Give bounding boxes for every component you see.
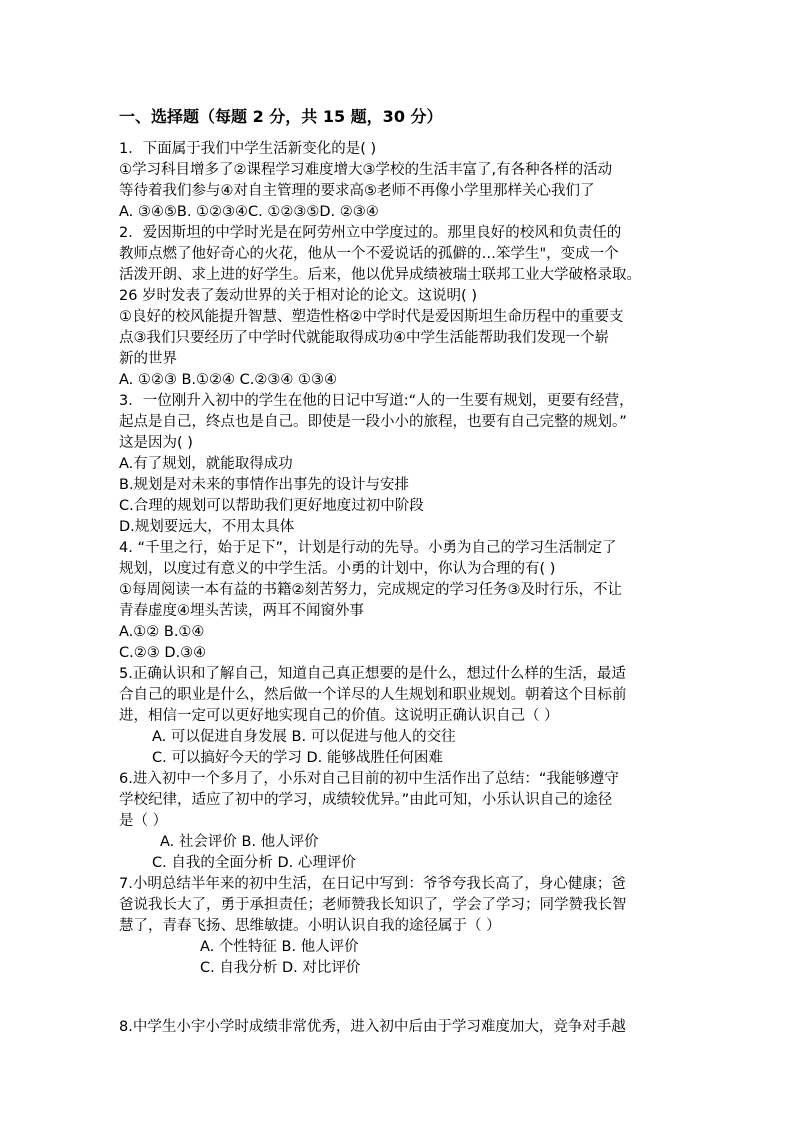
question-6-options: A. 社会评价 B. 他人评价 [160, 834, 319, 850]
question-5-options: C. 可以搞好今天的学习 D. 能够战胜任何困难 [152, 750, 443, 766]
question-4-text: 规划，以度过有意义的中学生活。小勇的计划中，你认为合理的有( ) [119, 561, 556, 577]
question-3-text: 起点是自己，终点也是自己。即使是一段小小的旅程，也要有自己完整的规划。” [119, 414, 627, 430]
question-5-options: A. 可以促进自身发展 B. 可以促进与他人的交往 [152, 729, 456, 745]
question-3-text: 这是因为( ) [119, 435, 193, 451]
question-7-options: A. 个性特征 B. 他人评价 [200, 939, 359, 955]
question-2-stem: 2．爱因斯坦的中学时光是在阿劳州立中学度过的。那里良好的校风和负责任的 [119, 225, 622, 241]
question-2-text: 活泼开朗、求上进的好学生。后来，他以优异成绩被瑞士联邦工业大学破格录取。 [119, 267, 641, 283]
question-4-text: ①每周阅读一本有益的书籍②刻苦努力，完成规定的学习任务③及时行乐，不让 [119, 582, 622, 598]
question-6-text: 是（ ） [119, 813, 168, 829]
question-5-text: 合自己的职业是什么，然后做一个详尽的人生规划和职业规划。朝着这个目标前 [119, 687, 627, 703]
question-1-text: ①学习科目增多了②课程学习难度增大③学校的生活丰富了,有各种各样的活动 [119, 162, 613, 178]
question-4-options: A.①② B.①④ [119, 624, 205, 640]
question-7-stem: 7.小明总结半年来的初中生活，在日记中写到：爷爷夸我长高了，身心健康；爸 [119, 876, 626, 892]
question-3-option-b: B.规划是对未来的事情作出事先的设计与安排 [119, 477, 410, 493]
question-8-stem: 8.中学生小宇小学时成绩非常优秀，进入初中后由于学习难度加大，竞争对手越 [119, 1019, 626, 1035]
question-3-stem: 3．一位刚升入初中的学生在他的日记中写道:“人的一生要有规划，更要有经营， [119, 393, 634, 409]
question-2-text: ①良好的校风能提升智慧、塑造性格②中学时代是爱因斯坦生命历程中的重要支 [119, 309, 624, 325]
question-1-options: A. ③④⑤B. ①②③④C. ①②③⑤D. ②③④ [119, 204, 379, 220]
question-6-options: C. 自我的全面分析 D. 心理评价 [152, 855, 356, 871]
question-3-option-c: C.合理的规划可以帮助我们更好地度过初中阶段 [119, 498, 424, 514]
question-2-text: 教师点燃了他好奇心的火花，他从一个不爱说话的孤僻的…笨学生"，变成一个 [119, 246, 619, 262]
question-2-options: A. ①②③ B.①②④ C.②③④ ①③④ [119, 372, 337, 388]
question-7-options: C. 自我分析 D. 对比评价 [200, 960, 361, 976]
question-1-text: 等待着我们参与④对自主管理的要求高⑤老师不再像小学里那样关心我们了 [119, 183, 595, 199]
question-7-text: 慧了，青春飞扬、思维敏捷。小明认识自我的途径属于（ ） [119, 918, 501, 934]
question-6-stem: 6.进入初中一个多月了，小乐对自己目前的初中生活作出了总结：“我能够遵守 [119, 771, 619, 787]
question-3-option-d: D.规划要远大，不用太具体 [119, 519, 295, 535]
question-3-option-a: A.有了规划，就能取得成功 [119, 456, 293, 472]
section-title: 一、选择题（每题 2 分，共 15 题，30 分） [119, 107, 443, 126]
question-7-text: 爸说我长大了，勇于承担责任；老师赞我长知识了，学会了学习；同学赞我长智 [119, 897, 627, 913]
question-1-stem: 1．下面属于我们中学生活新变化的是( ) [119, 141, 377, 157]
question-2-text: 点③我们只要经历了中学时代就能取得成功④中学生活能帮助我们发现一个崭 [119, 330, 609, 346]
question-2-text: 新的世界 [119, 351, 177, 367]
question-6-text: 学校纪律，适应了初中的学习，成绩较优异。”由此可知，小乐认识自己的途径 [119, 792, 613, 808]
question-5-text: 进，相信一定可以更好地实现自己的价值。这说明正确认识自己（ ） [119, 708, 559, 724]
question-2-text: 26 岁时发表了轰动世界的关于相对论的论文。这说明( ) [119, 288, 477, 304]
question-4-stem: 4. “千里之行，始于足下”，计划是行动的先导。小勇为自己的学习生活制定了 [119, 540, 617, 556]
question-5-stem: 5.正确认识和了解自己，知道自己真正想要的是什么，想过什么样的生活，最适 [119, 666, 626, 682]
question-4-options: C.②③ D.③④ [119, 645, 207, 661]
question-4-text: 青春虚度④埋头苦读，两耳不闻窗外事 [119, 603, 364, 619]
